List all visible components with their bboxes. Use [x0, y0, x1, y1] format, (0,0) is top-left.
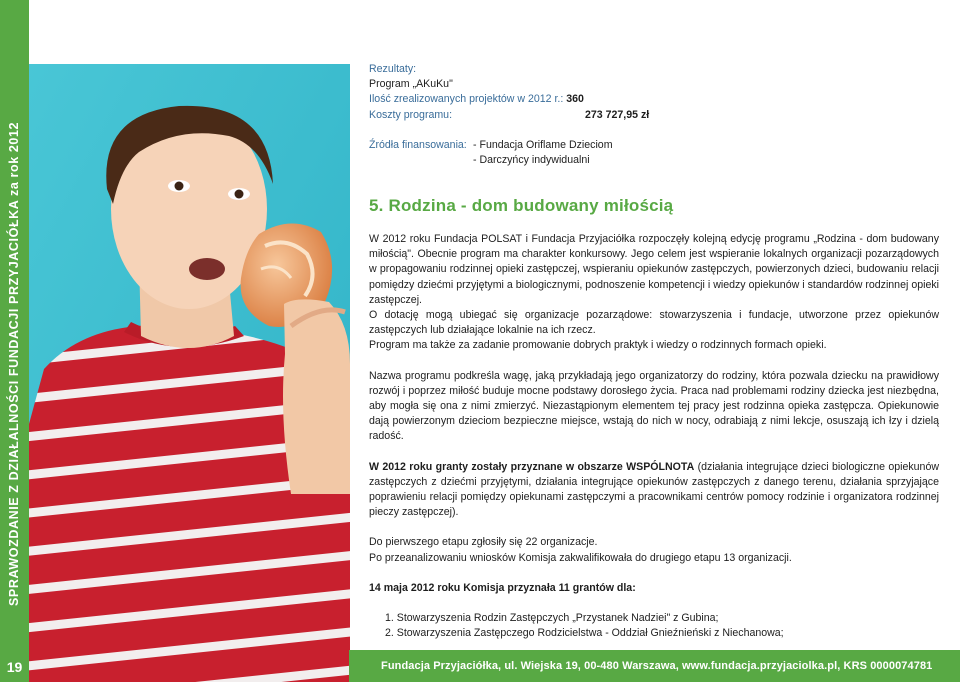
funding-row [369, 138, 939, 153]
grants-area-bold: W 2012 roku granty zostały przyznane w obszarze WSPÓLNOTA [369, 460, 695, 473]
grants-list [369, 611, 939, 641]
results-block [369, 62, 939, 123]
boy-with-seashell-photo [29, 64, 350, 682]
funding-source: - Fundacja Oriflame Dzieciom [473, 139, 613, 151]
report-title-vertical: SPRAWOZDANIE Z DZIAŁALNOŚCI FUNDACJI PRZYJACIÓŁKA za rok 2012 [7, 121, 21, 607]
grants-area-rest: (działania integrujące dzieci biologiczne opiekunów zastępczych z dziećmi przyjętymi, działania integrujące opiekunów zastępczych z danego terenu, działania sprzyjające poprawieniu relacji pomiędzy opiekunami zastępczymi a pracownikami centrów pomocy rodzinie i organizatora rodzinnej pieczy zastępczej). [369, 460, 939, 519]
funding-block [369, 138, 939, 168]
funding-row [369, 153, 939, 168]
paragraph: Program ma także za zadanie promowanie dobrych praktyk i wiedzy o rodzinnych formach opieki. [369, 339, 827, 352]
section-title: 5. Rodzina - dom budowany miłością [369, 196, 674, 215]
grants-heading: 14 maja 2012 roku Komisja przyznała 11 grantów dla: [369, 581, 636, 594]
funding-source: - Darczyńcy indywidualni [473, 154, 590, 167]
stage-line: Po przeanalizowaniu wniosków Komisja zakwalifikowała do drugiego etapu 13 organizacji. [369, 551, 792, 564]
stage-line: Do pierwszego etapu zgłosiły się 22 organizacje. [369, 536, 598, 549]
grants-area-paragraph [369, 460, 939, 521]
paragraph: Nazwa programu podkreśla wagę, jaką przykładają jego organizatorzy do rodziny, która pozwala dziecku na prawidłowy rozwój i poprzez miłość buduje mocne podstawy dorosłego życia. Praca nad problemami rodziny dziecka jest niezbędna, aby mogła się ona z nimi zmierzyć. Niezastąpionym elementem tej pracy jest rodzinna opieka zastępcza. Opiekunowie dają powierzonym dzieciom bezpieczne miejsce, wstają do nich w nocy, odrabiają z nimi lekcje, osuszają ich łzy i dzielą radość. [369, 369, 939, 443]
page-number: 19 [6, 659, 23, 675]
spacer [369, 520, 939, 535]
footer-address: Fundacja Przyjaciółka, ul. Wiejska 19, 00-480 Warszawa, www.fundacja.przyjaciolka.pl, KRS 0000074781 [381, 660, 933, 672]
projects-value: 360 [566, 93, 584, 106]
paragraph: O dotację mogą ubiegać się organizacje pozarządowe: stowarzyszenia i fundacje, utworzone przez opiekunów zastępczych lub działające lokalnie na ich rzecz. [369, 309, 939, 337]
sidebar-band [0, 0, 29, 682]
paragraph: W 2012 roku Fundacja POLSAT i Fundacja Przyjaciółka rozpoczęły kolejną edycję programu „Rodzina - dom budowany miłością". Obecnie program ma charakter konkursowy. Jego celem jest wspieranie lokalnych organizacji pozarządowych w propagowaniu rodzinnej opieki zastępczej, wspieraniu opiekunów zastępczych, powierzonych dzieci, budowaniu relacji pomiędzy dziećmi przyjętymi a biologicznymi, podnoszenie kompetencji i wiedzy opiekunów i standardów rodzinnej opieki zastępczej. [369, 233, 939, 306]
spacer [369, 445, 939, 460]
projects-label: Ilość zrealizowanych projektów w 2012 r.: [369, 93, 564, 106]
projects-line [369, 92, 939, 107]
results-label: Rezultaty: [369, 63, 417, 75]
spacer [369, 596, 939, 611]
program-name: Program „AKuKu" [369, 78, 453, 91]
footer-band [349, 650, 960, 682]
list-item: 1. Stowarzyszenia Rodzin Zastępczych „Przystanek Nadziei" z Gubina; [385, 612, 719, 625]
list-item: 2. Stowarzyszenia Zastępczego Rodzicielstwa - Oddział Gnieźnieński z Niechanowa; [385, 627, 784, 640]
funding-label: Źródła finansowania: [369, 139, 467, 151]
section-body [369, 232, 939, 641]
costs-line [369, 108, 939, 123]
costs-value: 273 727,95 zł [585, 108, 650, 121]
spacer [369, 566, 939, 581]
costs-label: Koszty programu: [369, 108, 453, 121]
spacer [369, 354, 939, 369]
